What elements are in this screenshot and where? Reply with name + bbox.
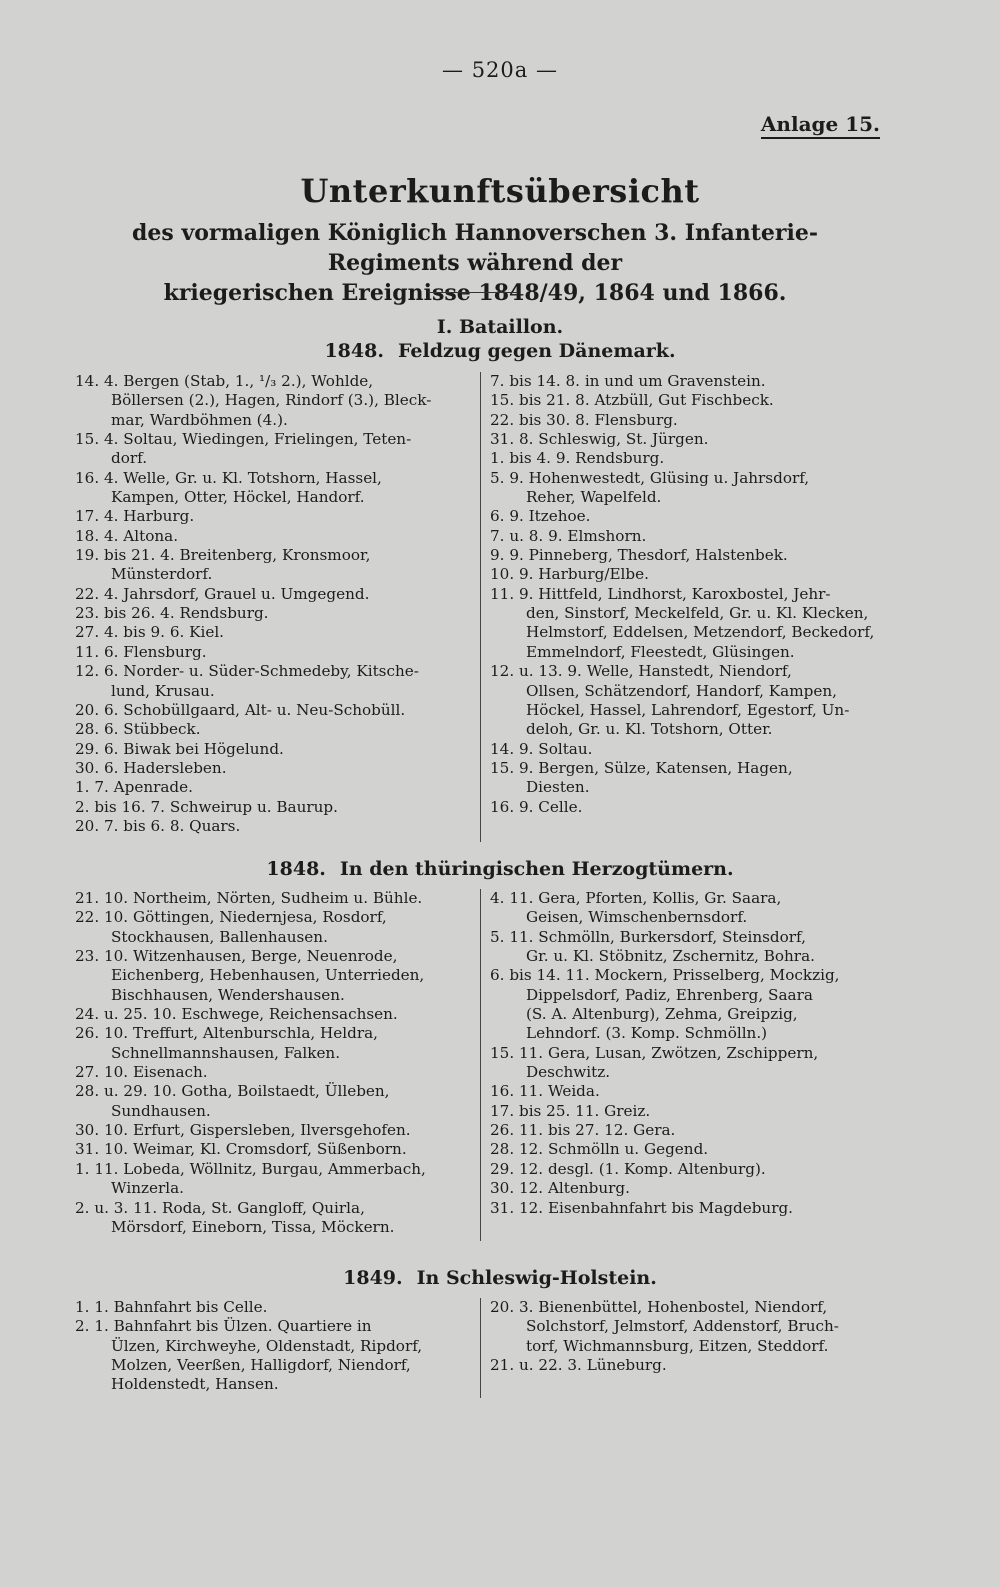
entry-line: 9. 9. Pinneberg, Thesdorf, Halstenbek.: [490, 546, 788, 565]
section-year: 1849.: [343, 1267, 403, 1289]
entry-line: Solchstorf, Jelmstorf, Addenstorf, Bruch-: [526, 1317, 839, 1336]
entry-line: Winzerla.: [111, 1179, 184, 1198]
entry-line: 10. 9. Harburg/Elbe.: [490, 565, 649, 584]
section-heading-denmark: [0, 340, 1000, 362]
entry-line: 1. 11. Lobeda, Wöllnitz, Burgau, Ammerbach,: [75, 1159, 426, 1178]
subtitle-line-2: kriegerischen Ereignisse 1848/49, 1864 und 1866.: [163, 280, 787, 306]
entry-line: 7. bis 14. 8. in und um Gravenstein.: [490, 372, 766, 390]
entry-line: Höckel, Hassel, Lahrendorf, Egestorf, Un-: [526, 700, 850, 719]
entry-line: torf, Wichmannsburg, Eitzen, Steddorf.: [526, 1336, 829, 1355]
section-heading-schleswig-holstein: [0, 1267, 1000, 1289]
entry-line: 27. 4. bis 9. 6. Kiel.: [75, 623, 225, 642]
entry-line: 23. bis 26. 4. Rendsburg.: [75, 604, 269, 623]
entry-line: mar, Wardböhmen (4.).: [111, 410, 288, 429]
entry-line: 21. 10. Northeim, Nörten, Sudheim u. Bühle.: [75, 889, 423, 907]
entry-line: Münsterdorf.: [111, 565, 213, 584]
section-1-right-column: [490, 372, 890, 817]
entry-line: 14. 9. Soltau.: [490, 739, 593, 758]
entry-line: Mörsdorf, Eineborn, Tissa, Möckern.: [111, 1217, 395, 1236]
entry-line: Schnellmannshausen, Falken.: [111, 1043, 341, 1062]
appendix-label: Anlage 15.: [761, 112, 880, 139]
entry-line: Reher, Wapelfeld.: [526, 488, 662, 507]
page-number: — 520a —: [442, 58, 558, 82]
entry-line: Molzen, Veerßen, Halligdorf, Niendorf,: [111, 1356, 411, 1375]
entry-line: 5. 9. Hohenwestedt, Glüsing u. Jahrsdorf,: [490, 468, 810, 487]
entry-line: 15. 4. Soltau, Wiedingen, Frielingen, Teten-: [75, 430, 412, 449]
entry-line: 6. 9. Itzehoe.: [490, 507, 591, 526]
entry-line: 15. bis 21. 8. Atzbüll, Gut Fischbeck.: [490, 391, 774, 410]
entry-line: 24. u. 25. 10. Eschwege, Reichensachsen.: [75, 1005, 398, 1024]
entry-line: 28. 12. Schmölln u. Gegend.: [490, 1140, 709, 1159]
entry-line: 2. 1. Bahnfahrt bis Ülzen. Quartiere in: [75, 1317, 372, 1336]
entry-line: 2. u. 3. 11. Roda, St. Gangloff, Quirla,: [75, 1198, 365, 1217]
entry-line: Ülzen, Kirchweyhe, Oldenstadt, Ripdorf,: [111, 1336, 423, 1355]
entry-line: 5. 11. Schmölln, Burkersdorf, Steinsdorf,: [490, 927, 806, 946]
entry-line: (S. A. Altenburg), Zehma, Greipzig,: [526, 1005, 798, 1024]
section-heading-thuringia: [0, 858, 1000, 880]
entry-line: 17. bis 25. 11. Greiz.: [490, 1101, 651, 1120]
entry-line: Ollsen, Schätzendorf, Handorf, Kampen,: [526, 681, 837, 700]
entry-line: 31. 10. Weimar, Kl. Cromsdorf, Süßenborn.: [75, 1140, 407, 1159]
entry-line: 23. 10. Witzenhausen, Berge, Neuenrode,: [75, 947, 398, 966]
entry-line: 15. 11. Gera, Lusan, Zwötzen, Zschippern,: [490, 1043, 819, 1062]
column-divider: [480, 1298, 481, 1398]
entry-line: 1. bis 4. 9. Rendsburg.: [490, 449, 665, 468]
section-year: 1848.: [324, 340, 384, 362]
entry-line: Dippelsdorf, Padiz, Ehrenberg, Saara: [526, 985, 813, 1004]
section-title: In Schleswig-Holstein.: [416, 1267, 657, 1289]
entry-line: 11. 6. Flensburg.: [75, 642, 207, 661]
entry-line: Sundhausen.: [111, 1101, 211, 1120]
title-divider: [428, 292, 518, 293]
section-1-left-column: [75, 372, 475, 836]
entry-line: Bischhausen, Wendershausen.: [111, 985, 345, 1004]
entry-line: 20. 7. bis 6. 8. Quars.: [75, 816, 241, 835]
entry-line: Holdenstedt, Hansen.: [111, 1375, 279, 1394]
subtitle-line-1: des vormaligen Königlich Hannoverschen 3. Infanterie-Regiments während der: [132, 220, 818, 276]
entry-line: Lehndorf. (3. Komp. Schmölln.): [526, 1024, 768, 1043]
entry-line: deloh, Gr. u. Kl. Totshorn, Otter.: [526, 720, 773, 739]
entry-line: Stockhausen, Ballenhausen.: [111, 927, 328, 946]
section-title: Feldzug gegen Dänemark.: [397, 340, 676, 362]
entry-line: 28. 6. Stübbeck.: [75, 720, 201, 739]
entry-line: 26. 11. bis 27. 12. Gera.: [490, 1121, 676, 1140]
entry-line: Deschwitz.: [526, 1063, 611, 1082]
entry-line: dorf.: [111, 449, 148, 468]
entry-line: 22. 4. Jahrsdorf, Grauel u. Umgegend.: [75, 584, 370, 603]
entry-line: 31. 8. Schleswig, St. Jürgen.: [490, 430, 709, 449]
entry-line: 16. 9. Celle.: [490, 797, 583, 816]
entry-line: Gr. u. Kl. Stöbnitz, Zschernitz, Bohra.: [526, 947, 815, 966]
entry-line: 22. bis 30. 8. Flensburg.: [490, 410, 678, 429]
entry-line: 15. 9. Bergen, Sülze, Katensen, Hagen,: [490, 758, 793, 777]
entry-line: Emmelndorf, Fleestedt, Glüsingen.: [526, 642, 795, 661]
page-title: Unterkunftsübersicht: [300, 172, 700, 210]
entry-line: Böllersen (2.), Hagen, Rindorf (3.), Bleck-: [111, 391, 432, 410]
entry-line: Geisen, Wimschenbernsdorf.: [526, 908, 748, 927]
section-3-right-column: [490, 1298, 890, 1375]
entry-line: 17. 4. Harburg.: [75, 507, 195, 526]
entry-line: Diesten.: [526, 778, 590, 797]
entry-line: 31. 12. Eisenbahnfahrt bis Magdeburg.: [490, 1198, 794, 1217]
entry-line: 18. 4. Altona.: [75, 526, 179, 545]
entry-line: 1. 7. Apenrade.: [75, 778, 193, 797]
entry-line: 16. 11. Weida.: [490, 1082, 600, 1101]
entry-line: 29. 12. desgl. (1. Komp. Altenburg).: [490, 1159, 766, 1178]
entry-line: 30. 10. Erfurt, Gispersleben, Ilversgehofen.: [75, 1121, 411, 1140]
section-2-right-column: [490, 889, 890, 1218]
entry-line: 21. u. 22. 3. Lüneburg.: [490, 1356, 667, 1375]
entry-line: 1. 1. Bahnfahrt bis Celle.: [75, 1298, 268, 1316]
section-2-left-column: [75, 889, 475, 1237]
entry-line: 6. bis 14. 11. Mockern, Prisselberg, Mockzig,: [490, 966, 840, 985]
entry-line: 29. 6. Biwak bei Högelund.: [75, 739, 284, 758]
entry-line: 14. 4. Bergen (Stab, 1., ¹/₃ 2.), Wohlde,: [75, 372, 374, 390]
entry-line: 30. 6. Hadersleben.: [75, 758, 227, 777]
entry-line: 30. 12. Altenburg.: [490, 1179, 630, 1198]
entry-line: 27. 10. Eisenach.: [75, 1063, 208, 1082]
entry-line: 16. 4. Welle, Gr. u. Kl. Totshorn, Hassel,: [75, 468, 382, 487]
entry-line: 20. 6. Schobüllgaard, Alt- u. Neu-Schobüll.: [75, 700, 406, 719]
entry-line: 20. 3. Bienenbüttel, Hohenbostel, Niendorf,: [490, 1298, 828, 1316]
entry-line: 19. bis 21. 4. Breitenberg, Kronsmoor,: [75, 546, 371, 565]
entry-line: den, Sinstorf, Meckelfeld, Gr. u. Kl. Klecken,: [526, 604, 869, 623]
column-divider: [480, 889, 481, 1241]
entry-line: 12. u. 13. 9. Welle, Hanstedt, Niendorf,: [490, 662, 792, 681]
entry-line: 12. 6. Norder- u. Süder-Schmedeby, Kitsche-: [75, 662, 419, 681]
section-year: 1848.: [266, 858, 326, 880]
entry-line: lund, Krusau.: [111, 681, 215, 700]
entry-line: 4. 11. Gera, Pforten, Kollis, Gr. Saara,: [490, 889, 782, 907]
column-divider: [480, 372, 481, 842]
entry-line: 22. 10. Göttingen, Niedernjesa, Rosdorf,: [75, 908, 387, 927]
battalion-heading: I. Bataillon.: [436, 316, 564, 338]
entry-line: Eichenberg, Hebenhausen, Unterrieden,: [111, 966, 425, 985]
entry-line: 2. bis 16. 7. Schweirup u. Baurup.: [75, 797, 338, 816]
entry-line: Helmstorf, Eddelsen, Metzendorf, Beckedorf,: [526, 623, 875, 642]
entry-line: 11. 9. Hittfeld, Lindhorst, Karoxbostel, Jehr-: [490, 584, 831, 603]
section-title: In den thüringischen Herzogtümern.: [339, 858, 734, 880]
entry-line: Kampen, Otter, Höckel, Handorf.: [111, 488, 365, 507]
entry-line: 7. u. 8. 9. Elmshorn.: [490, 526, 647, 545]
section-3-left-column: [75, 1298, 475, 1395]
page-subtitle: [70, 218, 880, 308]
entry-line: 28. u. 29. 10. Gotha, Boilstaedt, Ülleben,: [75, 1082, 390, 1101]
entry-line: 26. 10. Treffurt, Altenburschla, Heldra,: [75, 1024, 378, 1043]
